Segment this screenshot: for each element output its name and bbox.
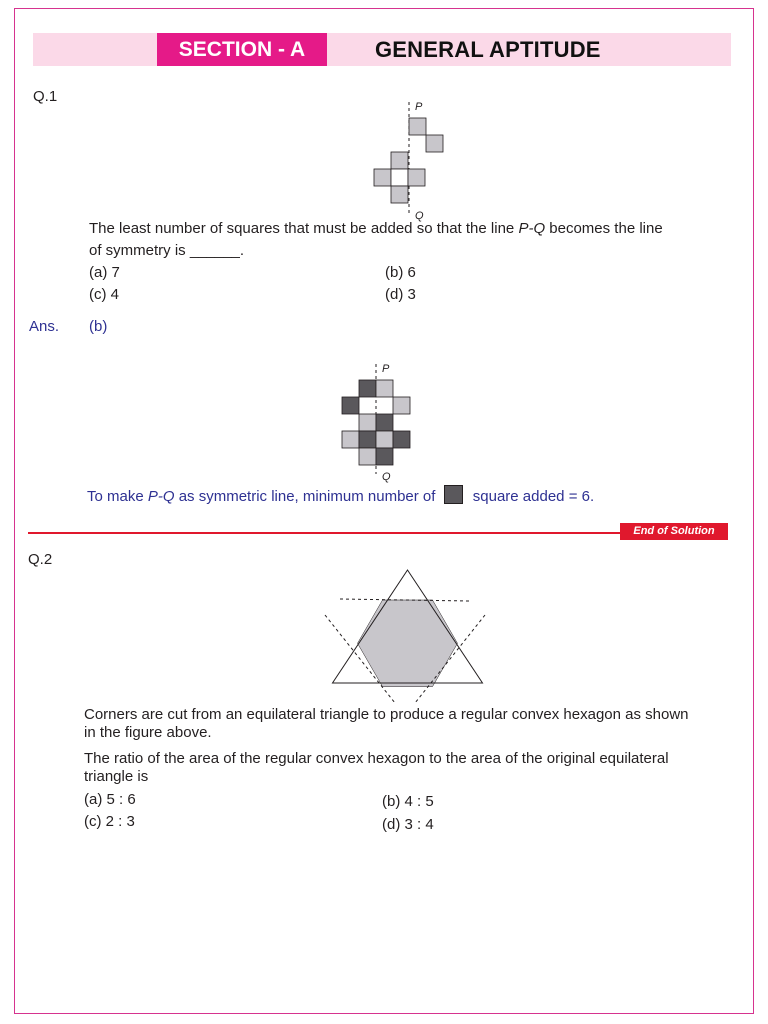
- section-label: SECTION - A: [157, 33, 327, 66]
- section-title: GENERAL APTITUDE: [375, 37, 601, 62]
- q2-option-b[interactable]: (b) 4 : 5: [382, 793, 434, 810]
- solution-label-p: P: [382, 363, 390, 375]
- q1-label-q: Q: [415, 210, 424, 222]
- dark-square-icon: [444, 485, 463, 504]
- end-of-solution-badge: End of Solution: [620, 523, 728, 540]
- section-divider: [28, 532, 620, 534]
- q1-stem-line1: The least number of squares that must be added so that the line P-Q becomes the line: [89, 220, 663, 237]
- q1-figure: [368, 96, 458, 221]
- q2-triangle-figure: [320, 565, 490, 705]
- q1-stem-line2: of symmetry is ______.: [89, 242, 245, 259]
- question-1-number: Q.1: [33, 88, 58, 105]
- q2-option-c[interactable]: (c) 2 : 3: [84, 813, 135, 830]
- q2-option-d[interactable]: (d) 3 : 4: [382, 816, 434, 833]
- question-2-number: Q.2: [28, 551, 53, 568]
- q2-option-a[interactable]: (a) 5 : 6: [84, 791, 136, 808]
- q1-option-d[interactable]: (d) 3: [385, 286, 416, 303]
- solution-text: To make P-Q as symmetric line, minimum number of square added = 6.: [87, 485, 747, 508]
- q1-label-p: P: [415, 101, 423, 113]
- q2-stem-line2: in the figure above.: [84, 724, 212, 741]
- q1-option-b[interactable]: (b) 6: [385, 264, 416, 281]
- q1-option-c[interactable]: (c) 4: [89, 286, 119, 303]
- q1-solution-figure: [336, 360, 426, 478]
- answer-value: (b): [89, 318, 108, 335]
- answer-label: Ans.: [29, 318, 60, 335]
- q1-option-a[interactable]: (a) 7: [89, 264, 120, 281]
- solution-label-q: Q: [382, 471, 391, 483]
- q2-stem-line1: Corners are cut from an equilateral triangle to produce a regular convex hexagon as shown: [84, 706, 689, 723]
- q2-stem-line4: triangle is: [84, 768, 149, 785]
- q2-stem-line3: The ratio of the area of the regular convex hexagon to the area of the original equilateral: [84, 750, 669, 767]
